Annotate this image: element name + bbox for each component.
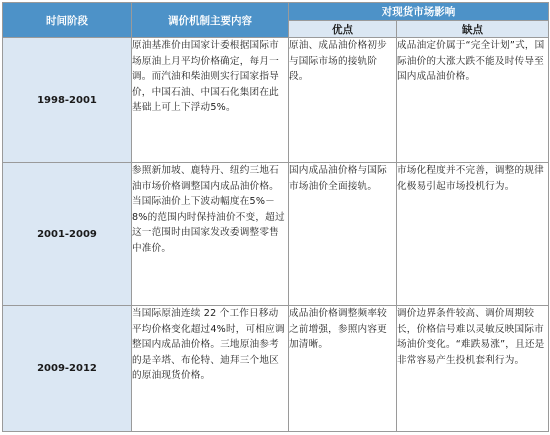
row-pros-text: 成品油价格调整频率较之前增强，参照内容更加清晰。	[289, 308, 387, 351]
header-period: 时间阶段	[3, 3, 132, 38]
row-mechanism-text: 当国际原油连续 22 个工作日移动平均价格变化超过4%时，可相应调整国内成品油价格。三地原油参考的是辛塔、布伦特、迪拜三个地区的原油现货价格。	[132, 308, 285, 382]
row-pros	[289, 306, 397, 432]
row-pros	[289, 38, 397, 163]
row-mechanism	[132, 163, 289, 306]
row-cons	[397, 38, 549, 163]
row-cons	[397, 163, 549, 306]
row-period: 1998-2001	[3, 38, 132, 163]
row-period: 2001-2009	[3, 163, 132, 306]
header-cons: 缺点	[397, 21, 549, 38]
header-market-impact: 对现货市场影响	[289, 3, 549, 21]
row-cons	[397, 306, 549, 432]
row-cons-text: 成品油定价属于“完全计划”式，国际油价的大涨大跌不能及时传导至国内成品油价格。	[397, 40, 545, 83]
row-cons-text: 市场化程度并不完善，调整的规律化极易引起市场投机行为。	[397, 165, 544, 192]
row-pros-text: 原油、成品油价格初步与国际市场的接轨阶段。	[289, 40, 387, 83]
row-cons-text: 调价边界条件较高、调价周期较长，价格信号难以灵敏反映国际市场油价变化。“难跌易涨”，且还是非常容易产生投机套利行为。	[397, 308, 545, 366]
header-pros: 优点	[289, 21, 397, 38]
pricing-mechanism-table	[2, 2, 549, 432]
table-row	[3, 306, 549, 432]
row-pros-text: 国内成品油价格与国际市场油价全面接轨。	[289, 165, 387, 192]
table-row	[3, 38, 549, 163]
row-period: 2009-2012	[3, 306, 132, 432]
row-pros	[289, 163, 397, 306]
header-mechanism: 调价机制主要内容	[132, 3, 289, 38]
row-mechanism-text: 参照新加坡、鹿特丹、纽约三地石油市场价格调整国内成品油价格。当国际油价上下波动幅度在5%－8%的范围内时保持油价不变，超过这一范围时由国家发改委调整零售中准价。	[132, 165, 285, 254]
row-mechanism	[132, 38, 289, 163]
table-row	[3, 163, 549, 306]
row-mechanism-text: 原油基准价由国家计委根据国际市场原油上月平均价格确定，每月一调。而汽油和柴油则实行国家指导价，中国石油、中国石化集团在此基础上可上下浮动5%。	[132, 40, 279, 114]
row-mechanism	[132, 306, 289, 432]
header-row	[3, 3, 549, 21]
